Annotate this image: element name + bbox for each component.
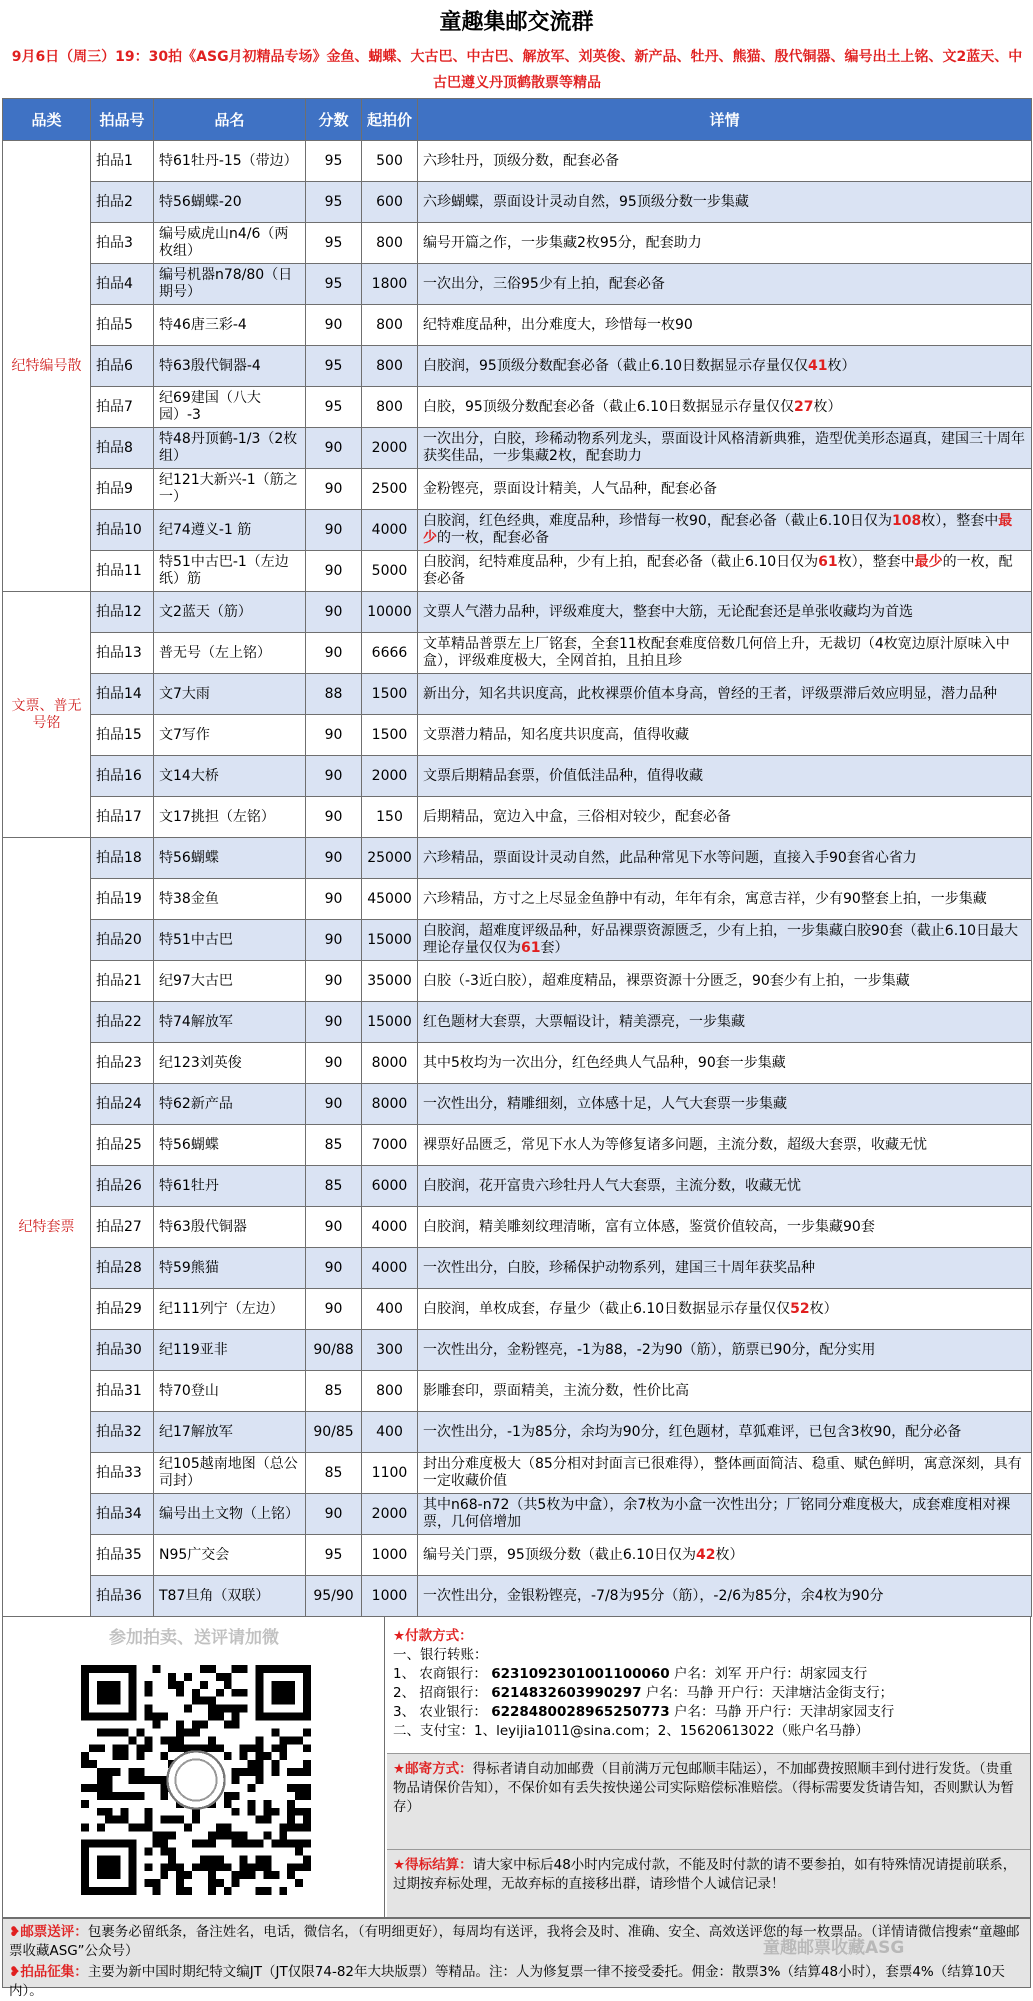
detail xyxy=(418,510,1032,551)
item-name: 特51中古巴 xyxy=(154,920,306,961)
item-name: T87旦角（双联） xyxy=(154,1576,306,1617)
bank-idx: 1、 xyxy=(393,1666,416,1682)
start-price: 8000 xyxy=(362,1084,418,1125)
item-name: 特38金鱼 xyxy=(154,879,306,920)
collect-text: 主要为新中国时期纪特文编JT（JT仅限74-82年大块版票）等精品。注：人为修复票一律不接受委托。佣金：散票3%（结算48小时），套票4%（结算10天内）。 xyxy=(9,1964,1005,1999)
item-name: 特62新产品 xyxy=(154,1084,306,1125)
detail: 一次性出分，金粉铿亮，-1为88，-2为90（筋），筋票已90分，配分实用 xyxy=(418,1330,1032,1371)
item-name: 纪119亚非 xyxy=(154,1330,306,1371)
lot-number: 拍品9 xyxy=(91,469,154,510)
detail: 纪特难度品种，出分难度大，珍惜每一枚90 xyxy=(418,305,1032,346)
bank-transfer-title: 一、银行转账： xyxy=(393,1647,488,1663)
start-price: 25000 xyxy=(362,838,418,879)
score: 90/85 xyxy=(306,1412,362,1453)
send-review-text: 包裹务必留纸条，备注姓名，电话，微信名，（有明细更好），每周均有送评，我将会及时、准确、安全、高效送评您的每一枚票品。（详情请微信搜索“童趣邮票收藏ASG”公众号） xyxy=(9,1924,1020,1959)
start-price: 800 xyxy=(362,387,418,428)
score: 90 xyxy=(306,838,362,879)
start-price: 7000 xyxy=(362,1125,418,1166)
table-row xyxy=(3,1330,1032,1371)
score: 85 xyxy=(306,1166,362,1207)
collect-icon: ❥ xyxy=(9,1964,21,1980)
shipping-text: 得标者请自动加邮费（目前满万元包邮顺丰陆运），不加邮费按照顺丰到付进行发货。（贵重物品请保价告知），不保价如有丢失按快递公司实际赔偿标准赔偿。（得标需要发货请告知，否则默认为暂存） xyxy=(393,1761,1014,1815)
lot-number: 拍品13 xyxy=(91,633,154,674)
detail-highlight: 61 xyxy=(521,940,541,956)
table-row xyxy=(3,1043,1032,1084)
score: 90 xyxy=(306,592,362,633)
item-name: 文7大雨 xyxy=(154,674,306,715)
detail: 六珍精品，方寸之上尽显金鱼静中有动，年年有余，寓意吉祥，少有90整套上拍，一步集藏 xyxy=(418,879,1032,920)
header-score: 分数 xyxy=(306,99,362,141)
lot-number: 拍品22 xyxy=(91,1002,154,1043)
start-price: 1000 xyxy=(362,1535,418,1576)
lot-number: 拍品8 xyxy=(91,428,154,469)
table-row xyxy=(3,797,1032,838)
table-row xyxy=(3,510,1032,551)
table-row xyxy=(3,592,1032,633)
detail-highlight: 108 xyxy=(892,513,922,529)
item-name: 纪105越南地图（总公司封） xyxy=(154,1453,306,1494)
table-row xyxy=(3,346,1032,387)
detail-highlight: 27 xyxy=(794,398,814,415)
score: 85 xyxy=(306,1125,362,1166)
item-name: 纪111列宁（左边） xyxy=(154,1289,306,1330)
score: 90 xyxy=(306,1043,362,1084)
detail: 文票人气潜力品种，评级难度大，整套中大筋，无论配套还是单张收藏均为首选 xyxy=(418,592,1032,633)
score: 90/88 xyxy=(306,1330,362,1371)
detail: 白胶润，精美雕刻纹理清晰，富有立体感，鉴赏价值较高，一步集藏90套 xyxy=(418,1207,1032,1248)
category-cell: 文票、普无号铭 xyxy=(3,592,91,838)
detail-text: 枚） xyxy=(813,398,842,415)
collect-title: 拍品征集： xyxy=(20,1964,88,1980)
detail xyxy=(418,1535,1032,1576)
table-row xyxy=(3,305,1032,346)
detail: 后期精品，宽边入中盒，三俗相对较少，配套必备 xyxy=(418,797,1032,838)
info-panel xyxy=(2,1616,1031,1918)
start-price: 600 xyxy=(362,182,418,223)
lot-number: 拍品28 xyxy=(91,1248,154,1289)
score: 95 xyxy=(306,387,362,428)
shipping-section xyxy=(387,1753,1030,1849)
score: 90 xyxy=(306,756,362,797)
start-price: 15000 xyxy=(362,1002,418,1043)
lot-number: 拍品27 xyxy=(91,1207,154,1248)
lot-number: 拍品29 xyxy=(91,1289,154,1330)
start-price: 300 xyxy=(362,1330,418,1371)
score: 90 xyxy=(306,797,362,838)
bank-line xyxy=(393,1684,1024,1703)
bank-account: 6214832603990297 xyxy=(491,1685,642,1701)
lot-number: 拍品30 xyxy=(91,1330,154,1371)
start-price: 800 xyxy=(362,305,418,346)
header-detail: 详情 xyxy=(418,99,1032,141)
table-row xyxy=(3,1494,1032,1535)
score: 95 xyxy=(306,264,362,305)
item-name: 纪123刘英俊 xyxy=(154,1043,306,1084)
lot-number: 拍品16 xyxy=(91,756,154,797)
bank-name: 招商银行： xyxy=(419,1685,487,1701)
item-name: 特63殷代铜器 xyxy=(154,1207,306,1248)
lot-number: 拍品10 xyxy=(91,510,154,551)
bank-idx: 3、 xyxy=(393,1704,416,1720)
score: 88 xyxy=(306,674,362,715)
detail xyxy=(418,920,1032,961)
lot-number: 拍品31 xyxy=(91,1371,154,1412)
lot-number: 拍品25 xyxy=(91,1125,154,1166)
table-row xyxy=(3,551,1032,592)
bank-holder: 户名：刘军 xyxy=(673,1666,742,1682)
header-start-price: 起拍价 xyxy=(362,99,418,141)
table-row xyxy=(3,1412,1032,1453)
start-price: 2000 xyxy=(362,1494,418,1535)
table-row xyxy=(3,1371,1032,1412)
detail-text: 白胶润，超难度评级品种，好品裸票资源匮乏，少有上拍，一步集藏白胶90套（截止6.10日最大理论存量仅仅为 xyxy=(423,923,1018,956)
start-price: 2000 xyxy=(362,428,418,469)
table-row xyxy=(3,715,1032,756)
score: 90 xyxy=(306,1248,362,1289)
score: 90 xyxy=(306,469,362,510)
lot-number: 拍品7 xyxy=(91,387,154,428)
lot-number: 拍品32 xyxy=(91,1412,154,1453)
lot-number: 拍品34 xyxy=(91,1494,154,1535)
start-price: 4000 xyxy=(362,510,418,551)
lot-number: 拍品11 xyxy=(91,551,154,592)
auction-table xyxy=(2,98,1032,1617)
qr-code-icon[interactable] xyxy=(81,1655,311,1905)
item-name: 普无号（左上铭） xyxy=(154,633,306,674)
table-row xyxy=(3,387,1032,428)
detail: 红色题材大套票，大票幅设计，精美漂亮，一步集藏 xyxy=(418,1002,1032,1043)
payment-title: ★付款方式： xyxy=(393,1628,473,1644)
category-cell: 纪特套票 xyxy=(3,838,91,1617)
detail: 其中n68-n72（共5枚为中盒），余7枚为小盒一次性出分；厂铭同分难度极大，成套难度相对裸票，几何倍增加 xyxy=(418,1494,1032,1535)
score: 95 xyxy=(306,1535,362,1576)
bank-line xyxy=(393,1665,1024,1684)
score: 90 xyxy=(306,1494,362,1535)
detail-highlight: 41 xyxy=(808,357,828,374)
table-row xyxy=(3,1289,1032,1330)
item-name: 文2蓝天（筋） xyxy=(154,592,306,633)
item-name: 纪69建国（八大园）-3 xyxy=(154,387,306,428)
lot-number: 拍品21 xyxy=(91,961,154,1002)
detail-text: 枚） xyxy=(715,1546,744,1563)
detail xyxy=(418,387,1032,428)
item-name: 特51中古巴-1（左边纸）筋 xyxy=(154,551,306,592)
table-row xyxy=(3,264,1032,305)
settlement-section xyxy=(387,1849,1030,1917)
table-header-row xyxy=(3,99,1032,141)
table-row xyxy=(3,428,1032,469)
detail: 一次性出分，白胶，珍稀保护动物系列，建国三十周年获奖品种 xyxy=(418,1248,1032,1289)
detail: 一次性出分，金银粉铿亮，-7/8为95分（筋），-2/6为85分，余4枚为90分 xyxy=(418,1576,1032,1617)
send-review-icon: ❥ xyxy=(9,1924,21,1940)
item-name: 特56蝴蝶-20 xyxy=(154,182,306,223)
detail-text: 套） xyxy=(540,940,569,956)
table-row xyxy=(3,633,1032,674)
item-name: 文7写作 xyxy=(154,715,306,756)
header-item-name: 品名 xyxy=(154,99,306,141)
table-row xyxy=(3,1453,1032,1494)
lot-number: 拍品18 xyxy=(91,838,154,879)
detail-text: 白胶，95顶级分数配套必备（截止6.10日数据显示存量仅仅 xyxy=(423,398,794,415)
detail-text: 白胶润，95顶级分数配套必备（截止6.10日数据显示存量仅仅 xyxy=(423,357,808,374)
detail: 六珍牡丹，顶级分数，配套必备 xyxy=(418,141,1032,182)
lot-number: 拍品19 xyxy=(91,879,154,920)
lot-number: 拍品1 xyxy=(91,141,154,182)
item-name: 纪121大新兴-1（筋之一） xyxy=(154,469,306,510)
start-price: 6666 xyxy=(362,633,418,674)
item-name: 特74解放军 xyxy=(154,1002,306,1043)
score: 90 xyxy=(306,510,362,551)
detail: 白胶（-3近白胶），超难度精品，裸票资源十分匮乏，90套少有上拍，一步集藏 xyxy=(418,961,1032,1002)
page-title: 童趣集邮交流群 xyxy=(439,9,594,35)
start-price: 35000 xyxy=(362,961,418,1002)
table-row xyxy=(3,674,1032,715)
score: 90 xyxy=(306,633,362,674)
bank-branch: 开户行：天津胡家园支行 xyxy=(745,1704,895,1720)
lot-number: 拍品12 xyxy=(91,592,154,633)
lot-number: 拍品14 xyxy=(91,674,154,715)
bank-name: 农业银行： xyxy=(419,1704,487,1720)
table-row xyxy=(3,756,1032,797)
table-row xyxy=(3,1166,1032,1207)
score: 95 xyxy=(306,182,362,223)
start-price: 800 xyxy=(362,1371,418,1412)
start-price: 1500 xyxy=(362,674,418,715)
auction-notice: 9月6日（周三）19：30拍《ASG月初精品专场》金鱼、蝴蝶、大古巴、中古巴、解放军、刘英俊、新产品、牡丹、熊猫、殷代铜器、编号出土上铭、文2蓝天、中古巴遵义丹顶鹤散票等精品 xyxy=(11,49,1023,91)
detail: 裸票好品匮乏，常见下水人为等修复诸多问题，主流分数，超级大套票，收藏无忧 xyxy=(418,1125,1032,1166)
qr-caption: 参加拍卖、送评请加微 xyxy=(109,1628,279,1648)
item-name: 特61牡丹-15（带边） xyxy=(154,141,306,182)
detail: 金粉铿亮，票面设计精美，人气品种，配套必备 xyxy=(418,469,1032,510)
start-price: 800 xyxy=(362,346,418,387)
detail-text: 枚） xyxy=(827,357,856,374)
detail-text: 的一枚，配套必备 xyxy=(423,554,1013,587)
score: 90 xyxy=(306,920,362,961)
item-name: 编号出土文物（上铭） xyxy=(154,1494,306,1535)
footer xyxy=(2,1918,1031,1999)
lot-number: 拍品24 xyxy=(91,1084,154,1125)
bank-branch: 开户行：胡家园支行 xyxy=(745,1666,868,1682)
score: 95 xyxy=(306,141,362,182)
detail xyxy=(418,1289,1032,1330)
detail-highlight: 42 xyxy=(696,1546,716,1563)
detail: 影雕套印，票面精美，主流分数，性价比高 xyxy=(418,1371,1032,1412)
payment-section xyxy=(387,1617,1030,1917)
bank-holder: 户名：马静 xyxy=(673,1704,742,1720)
start-price: 800 xyxy=(362,223,418,264)
score: 95 xyxy=(306,223,362,264)
detail xyxy=(418,346,1032,387)
detail-text: 白胶润，红色经典，难度品种，珍惜每一枚90，配套必备（截止6.10日仅为 xyxy=(423,513,892,529)
item-name: 纪74遵义-1 筋 xyxy=(154,510,306,551)
start-price: 10000 xyxy=(362,592,418,633)
start-price: 4000 xyxy=(362,1207,418,1248)
qr-section xyxy=(3,1617,385,1917)
item-name: 特70登山 xyxy=(154,1371,306,1412)
table-row xyxy=(3,182,1032,223)
score: 90 xyxy=(306,879,362,920)
detail: 六珍精品，票面设计灵动自然，此品种常见下水等问题，直接入手90套省心省力 xyxy=(418,838,1032,879)
detail-highlight: 最少 xyxy=(914,554,943,570)
score: 95/90 xyxy=(306,1576,362,1617)
item-name: 特61牡丹 xyxy=(154,1166,306,1207)
detail-text: 枚），整套中 xyxy=(921,513,999,529)
item-name: 编号机器n78/80（日期号） xyxy=(154,264,306,305)
detail: 其中5枚均为一次出分，红色经典人气品种，90套一步集藏 xyxy=(418,1043,1032,1084)
lot-number: 拍品33 xyxy=(91,1453,154,1494)
item-name: 特46唐三彩-4 xyxy=(154,305,306,346)
table-row xyxy=(3,141,1032,182)
start-price: 1800 xyxy=(362,264,418,305)
detail: 白胶润，花开富贵六珍牡丹人气大套票，主流分数，收藏无忧 xyxy=(418,1166,1032,1207)
lot-number: 拍品2 xyxy=(91,182,154,223)
lot-number: 拍品23 xyxy=(91,1043,154,1084)
item-name: 编号威虎山n4/6（两枚组） xyxy=(154,223,306,264)
lot-number: 拍品3 xyxy=(91,223,154,264)
table-row xyxy=(3,1535,1032,1576)
score: 90 xyxy=(306,961,362,1002)
table-row xyxy=(3,961,1032,1002)
detail: 封出分难度极大（85分相对封面言已很难得），整体画面简洁、稳重、赋色鲜明，寓意深刻，具有一定收藏价值 xyxy=(418,1453,1032,1494)
alipay-line: 二、支付宝：1、leyijia1011@sina.com；2、15620613022（账户名马静） xyxy=(393,1723,869,1739)
score: 85 xyxy=(306,1371,362,1412)
table-row xyxy=(3,1207,1032,1248)
score: 90 xyxy=(306,1002,362,1043)
start-price: 45000 xyxy=(362,879,418,920)
detail: 一次性出分，精雕细刻，立体感十足，人气大套票一步集藏 xyxy=(418,1084,1032,1125)
score: 90 xyxy=(306,715,362,756)
detail: 编号开篇之作，一步集藏2枚95分，配套助力 xyxy=(418,223,1032,264)
detail: 文票后期精品套票，价值低洼品种，值得收藏 xyxy=(418,756,1032,797)
detail-text: 的一枚，配套必备 xyxy=(437,530,549,546)
start-price: 1100 xyxy=(362,1453,418,1494)
detail: 六珍蝴蝶，票面设计灵动自然，95顶级分数一步集藏 xyxy=(418,182,1032,223)
lot-number: 拍品36 xyxy=(91,1576,154,1617)
send-review-title: 邮票送评： xyxy=(20,1924,88,1940)
start-price: 15000 xyxy=(362,920,418,961)
payment-methods xyxy=(387,1617,1030,1753)
start-price: 1000 xyxy=(362,1576,418,1617)
item-name: 文14大桥 xyxy=(154,756,306,797)
item-name: 特56蝴蝶 xyxy=(154,838,306,879)
item-name: 特63殷代铜器-4 xyxy=(154,346,306,387)
score: 90 xyxy=(306,305,362,346)
detail: 一次出分，三俗95少有上拍，配套必备 xyxy=(418,264,1032,305)
table-row xyxy=(3,1125,1032,1166)
table-row xyxy=(3,469,1032,510)
category-cell: 纪特编号散 xyxy=(3,141,91,592)
detail xyxy=(418,551,1032,592)
item-name: 特59熊猫 xyxy=(154,1248,306,1289)
bank-holder: 户名：马静 xyxy=(645,1685,714,1701)
detail-text: 枚），整套中 xyxy=(837,554,915,570)
bank-line xyxy=(393,1703,1024,1722)
settlement-text: 请大家中标后48小时内完成付款，不能及时付款的请不要参拍，如有特殊情况请提前联系，过期按弃标处理，无故弃标的直接移出群，请珍惜个人诚信记录！ xyxy=(393,1857,1017,1892)
start-price: 4000 xyxy=(362,1248,418,1289)
collect-line xyxy=(9,1963,1024,2001)
score: 90 xyxy=(306,551,362,592)
item-name: 纪97大古巴 xyxy=(154,961,306,1002)
score: 90 xyxy=(306,1207,362,1248)
score: 95 xyxy=(306,346,362,387)
lot-number: 拍品35 xyxy=(91,1535,154,1576)
detail-highlight: 61 xyxy=(818,554,838,570)
bank-account: 6231092301001100060 xyxy=(491,1666,670,1682)
detail: 新出分，知名共识度高，此枚裸票价值本身高，曾经的王者，评级票滞后效应明显，潜力品种 xyxy=(418,674,1032,715)
lot-number: 拍品6 xyxy=(91,346,154,387)
start-price: 500 xyxy=(362,141,418,182)
table-row xyxy=(3,1084,1032,1125)
detail-highlight: 最少 xyxy=(423,513,1013,546)
lot-number: 拍品4 xyxy=(91,264,154,305)
bank-account: 6228480028965250773 xyxy=(491,1704,670,1720)
lot-number: 拍品20 xyxy=(91,920,154,961)
bank-idx: 2、 xyxy=(393,1685,416,1701)
settlement-title: ★得标结算： xyxy=(393,1857,473,1873)
score: 85 xyxy=(306,1453,362,1494)
item-name: 特56蝴蝶 xyxy=(154,1125,306,1166)
score: 90 xyxy=(306,1289,362,1330)
table-row xyxy=(3,1002,1032,1043)
detail-text: 白胶润，纪特难度品种，少有上拍，配套必备（截止6.10日仅为 xyxy=(423,554,819,570)
lot-number: 拍品5 xyxy=(91,305,154,346)
detail: 文票潜力精品，知名度共识度高，值得收藏 xyxy=(418,715,1032,756)
start-price: 1500 xyxy=(362,715,418,756)
start-price: 8000 xyxy=(362,1043,418,1084)
start-price: 400 xyxy=(362,1289,418,1330)
lot-number: 拍品17 xyxy=(91,797,154,838)
watermark: 童趣邮票收藏ASG xyxy=(763,1938,905,1958)
start-price: 2500 xyxy=(362,469,418,510)
detail-text: 白胶润，单枚成套，存量少（截止6.10日数据显示存量仅仅 xyxy=(423,1300,791,1317)
detail-text: 编号关门票，95顶级分数（截止6.10日仅为 xyxy=(423,1546,696,1563)
table-row xyxy=(3,838,1032,879)
table-row xyxy=(3,879,1032,920)
start-price: 6000 xyxy=(362,1166,418,1207)
header-lot-no: 拍品号 xyxy=(91,99,154,141)
item-name: 纪17解放军 xyxy=(154,1412,306,1453)
table-row xyxy=(3,1248,1032,1289)
bank-name: 农商银行： xyxy=(419,1666,487,1682)
header-category: 品类 xyxy=(3,99,91,141)
detail: 一次性出分，-1为85分，余均为90分，红色题材，草狐难评，已包含3枚90，配分必备 xyxy=(418,1412,1032,1453)
bank-branch: 开户行：天津塘沽金街支行； xyxy=(717,1685,894,1701)
table-row xyxy=(3,920,1032,961)
start-price: 2000 xyxy=(362,756,418,797)
item-name: 文17挑担（左铭） xyxy=(154,797,306,838)
table-row xyxy=(3,223,1032,264)
score: 90 xyxy=(306,428,362,469)
start-price: 400 xyxy=(362,1412,418,1453)
detail: 文革精品普票左上厂铭套，全套11枚配套难度倍数几何倍上升，无裁切（4枚宽边原汁原味入中盒），评级难度极大，全网首拍，且拍且珍 xyxy=(418,633,1032,674)
table-body xyxy=(3,141,1032,1617)
detail: 一次出分，白胶，珍稀动物系列龙头，票面设计风格清新典雅，造型优美形态逼真，建国三十周年获奖佳品，一步集藏2枚，配套助力 xyxy=(418,428,1032,469)
lot-number: 拍品15 xyxy=(91,715,154,756)
start-price: 5000 xyxy=(362,551,418,592)
item-name: N95广交会 xyxy=(154,1535,306,1576)
detail-highlight: 52 xyxy=(790,1300,810,1317)
bank-list xyxy=(393,1665,1024,1722)
start-price: 150 xyxy=(362,797,418,838)
shipping-title: ★邮寄方式： xyxy=(393,1761,473,1777)
table-row xyxy=(3,1576,1032,1617)
item-name: 特48丹顶鹤-1/3（2枚组） xyxy=(154,428,306,469)
lot-number: 拍品26 xyxy=(91,1166,154,1207)
detail-text: 枚） xyxy=(809,1300,838,1317)
score: 90 xyxy=(306,1084,362,1125)
